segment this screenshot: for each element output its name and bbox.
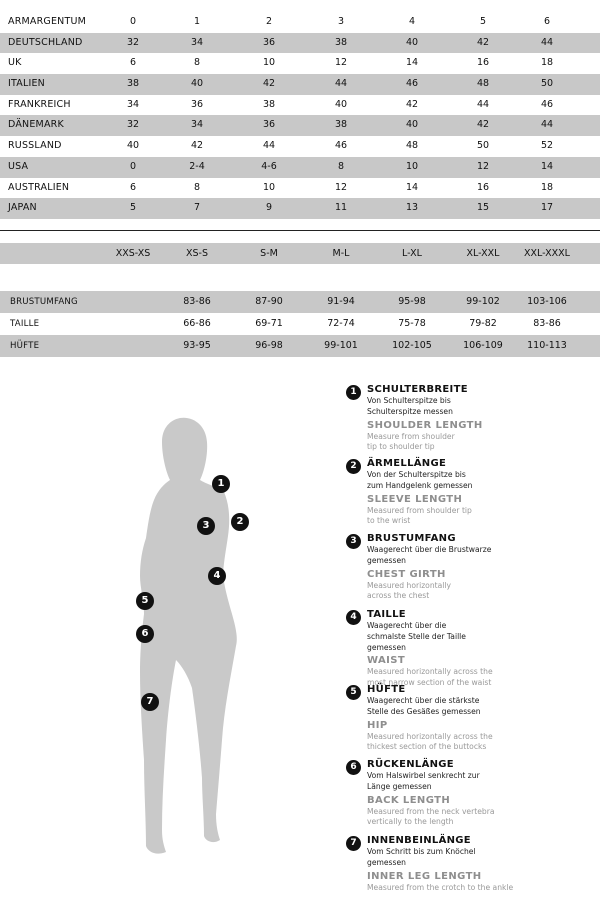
legend-desc-en: Measured horizontally across the most narrow section of the waist [367,667,493,688]
size-cell: 42 [476,36,490,48]
size-cell: 36 [262,119,276,131]
legend-desc-de: Vom Schritt bis zum Knöchel gemessen [367,847,476,867]
table-row [0,74,600,95]
table-row [0,313,600,335]
country-label: DEUTSCHLAND [8,36,83,48]
legend-title-de: INNENBEINLÄNGE [367,835,471,846]
size-cell: 0 [129,160,137,172]
size-cell: 4 [408,16,416,27]
table-row [0,335,600,357]
legend-desc-de: Vom Halswirbel senkrecht zur Länge gemessen [367,771,480,791]
measure-label: TAILLE [10,319,40,329]
measure-cell: 96-98 [255,340,283,351]
table-row [0,178,600,199]
size-cell: 40 [405,36,419,48]
size-cell: 2 [265,16,273,27]
measure-label: BRUSTUMFANG [10,297,78,307]
size-cell: 44 [540,119,554,131]
legend-title-de: BRUSTUMFANG [367,533,456,544]
legend-desc-en: Measured from the neck vertebra vertically to the length [367,806,495,827]
number-badge: 5 [346,685,361,700]
size-cell: 14 [540,160,554,172]
legend-item-sleeve [346,457,482,527]
size-cell: 7 [193,202,201,214]
size-cell: 48 [476,78,490,90]
size-cell: 42 [405,98,419,110]
measure-cell: 69-71 [255,318,283,329]
table-row [0,115,600,136]
size-cell: 42 [190,140,204,152]
size-cell: 16 [476,181,490,193]
size-header: S-M [260,248,278,259]
size-cell: 8 [337,160,345,172]
size-cell: 10 [405,160,419,172]
size-cell: 38 [262,98,276,110]
legend-desc-en: Measure from shoulder tip to shoulder tip [367,431,455,452]
size-cell: 2-4 [189,160,205,172]
legend-title-de: HÜFTE [367,684,406,695]
legend-desc-de: Waagerecht über die Brustwarze gemessen [367,545,492,565]
legend-title-en: CHEST GIRTH [367,568,446,580]
size-conversion-table [0,12,600,219]
size-cell: 13 [405,202,419,214]
size-cell: 42 [262,78,276,90]
marker-6: 6 [136,625,154,643]
size-cell: 8 [193,57,201,69]
size-cell: 40 [334,98,348,110]
size-header: XXL-XXXL [524,248,570,259]
size-header: M-L [332,248,350,259]
legend-title-de: SCHULTERBREITE [367,384,468,395]
country-label: ITALIEN [8,78,45,90]
table-row [0,291,600,313]
size-cell: 12 [476,160,490,172]
size-cell: 44 [540,36,554,48]
number-badge: 6 [346,760,361,775]
size-cell: 44 [262,140,276,152]
number-badge: 3 [346,534,361,549]
size-cell: 8 [193,181,201,193]
size-cell: 40 [405,119,419,131]
size-cell: 14 [405,57,419,69]
size-cell: 44 [334,78,348,90]
table-row [0,198,600,219]
measure-cell: 87-90 [255,296,283,307]
size-cell: 5 [479,16,487,27]
size-cell: 18 [540,181,554,193]
measure-cell: 95-98 [398,296,426,307]
size-cell: 32 [126,119,140,131]
measure-table-header [0,243,600,264]
size-cell: 6 [543,16,551,27]
size-cell: 48 [405,140,419,152]
size-cell: 14 [405,181,419,193]
size-cell: 38 [334,36,348,48]
table-row [0,12,600,33]
size-cell: 34 [190,36,204,48]
legend-desc-en: Measured from shoulder tip to the wrist [367,505,472,526]
legend-desc-en: Measured horizontally across the chest [367,580,451,601]
measure-cell: 66-86 [183,318,211,329]
size-cell: 34 [126,98,140,110]
measure-cell: 72-74 [327,318,355,329]
measure-cell: 93-95 [183,340,211,351]
measure-cell: 99-101 [324,340,358,351]
country-label: DÄNEMARK [8,119,64,131]
legend-desc-de: Von der Schulterspitze bis zum Handgelenk gemessen [367,470,473,490]
country-label: JAPAN [8,202,37,214]
table-row [0,33,600,54]
size-cell: 9 [265,202,273,214]
size-cell: 36 [190,98,204,110]
legend-item-back [346,758,495,828]
table-row [0,136,600,157]
measure-cell: 83-86 [533,318,561,329]
size-header: XL-XXL [466,248,500,259]
legend-item-shoulder [346,383,497,453]
size-cell: 46 [405,78,419,90]
measure-table [0,291,600,357]
size-cell: 40 [126,140,140,152]
marker-7: 7 [141,693,159,711]
size-cell: 50 [476,140,490,152]
divider [0,230,600,231]
measure-cell: 110-113 [527,340,567,351]
size-cell: 17 [540,202,554,214]
marker-4: 4 [208,567,226,585]
legend-desc-de: Waagerecht über die stärkste Stelle des Gesäßes gemessen [367,696,481,716]
measure-cell: 79-82 [469,318,497,329]
legend-title-en: BACK LENGTH [367,794,451,806]
size-header: XXS-XS [115,248,151,259]
size-cell: 12 [334,181,348,193]
marker-2: 2 [231,513,249,531]
size-cell: 36 [262,36,276,48]
legend-title-en: HIP [367,719,388,731]
legend-title-en: SLEEVE LENGTH [367,493,463,505]
size-header: XS-S [186,248,208,259]
number-badge: 2 [346,459,361,474]
table-row [0,157,600,178]
measure-cell: 106-109 [463,340,503,351]
legend-title-de: TAILLE [367,609,406,620]
size-cell: 38 [126,78,140,90]
country-label: ARMARGENTUM [8,16,87,27]
legend-desc-de: Von Schulterspitze bis Schulterspitze messen [367,396,453,416]
country-label: UK [8,57,22,69]
legend-item-hip [346,683,515,753]
size-cell: 4-6 [261,160,277,172]
size-cell: 15 [476,202,490,214]
measure-cell: 91-94 [327,296,355,307]
number-badge: 4 [346,610,361,625]
legend-title-en: INNER LEG LENGTH [367,870,482,882]
legend-item-chest [346,532,492,602]
size-header: L-XL [402,248,422,259]
measure-cell: 102-105 [392,340,432,351]
size-cell: 16 [476,57,490,69]
size-cell: 6 [129,181,137,193]
size-cell: 6 [129,57,137,69]
size-cell: 1 [193,16,201,27]
size-cell: 42 [476,119,490,131]
legend-title-de: ÄRMELLÄNGE [367,458,447,469]
measure-label: HÜFTE [10,341,40,351]
size-cell: 32 [126,36,140,48]
measure-cell: 103-106 [527,296,567,307]
size-cell: 38 [334,119,348,131]
table-row [0,95,600,116]
country-label: USA [8,160,29,172]
table-row [0,53,600,74]
size-cell: 44 [476,98,490,110]
size-cell: 3 [337,16,345,27]
number-badge: 1 [346,385,361,400]
legend-item-waist [346,608,507,689]
marker-3: 3 [197,517,215,535]
legend-item-inner-leg [346,834,537,893]
measure-cell: 99-102 [466,296,500,307]
size-cell: 34 [190,119,204,131]
measure-cell: 75-78 [398,318,426,329]
size-cell: 10 [262,181,276,193]
size-cell: 0 [129,16,137,27]
marker-1: 1 [212,475,230,493]
size-cell: 18 [540,57,554,69]
number-badge: 7 [346,836,361,851]
size-cell: 11 [334,202,348,214]
country-label: AUSTRALIEN [8,181,70,193]
legend-title-de: RÜCKENLÄNGE [367,759,454,770]
body-silhouette [120,410,270,860]
size-cell: 12 [334,57,348,69]
size-cell: 5 [129,202,137,214]
size-cell: 46 [334,140,348,152]
size-cell: 50 [540,78,554,90]
measure-cell: 83-86 [183,296,211,307]
size-cell: 52 [540,140,554,152]
country-label: FRANKREICH [8,98,71,110]
legend-desc-de: Waagerecht über die schmalste Stelle der Taille gemessen [367,621,466,652]
country-label: RUSSLAND [8,140,62,152]
legend-desc-en: Measured horizontally across the thickest section of the buttocks [367,731,493,752]
legend-desc-en: Measured from the crotch to the ankle [367,882,514,892]
size-cell: 46 [540,98,554,110]
legend-title-en: SHOULDER LENGTH [367,419,483,431]
legend-title-en: WAIST [367,655,406,667]
size-cell: 40 [190,78,204,90]
size-cell: 10 [262,57,276,69]
marker-5: 5 [136,592,154,610]
